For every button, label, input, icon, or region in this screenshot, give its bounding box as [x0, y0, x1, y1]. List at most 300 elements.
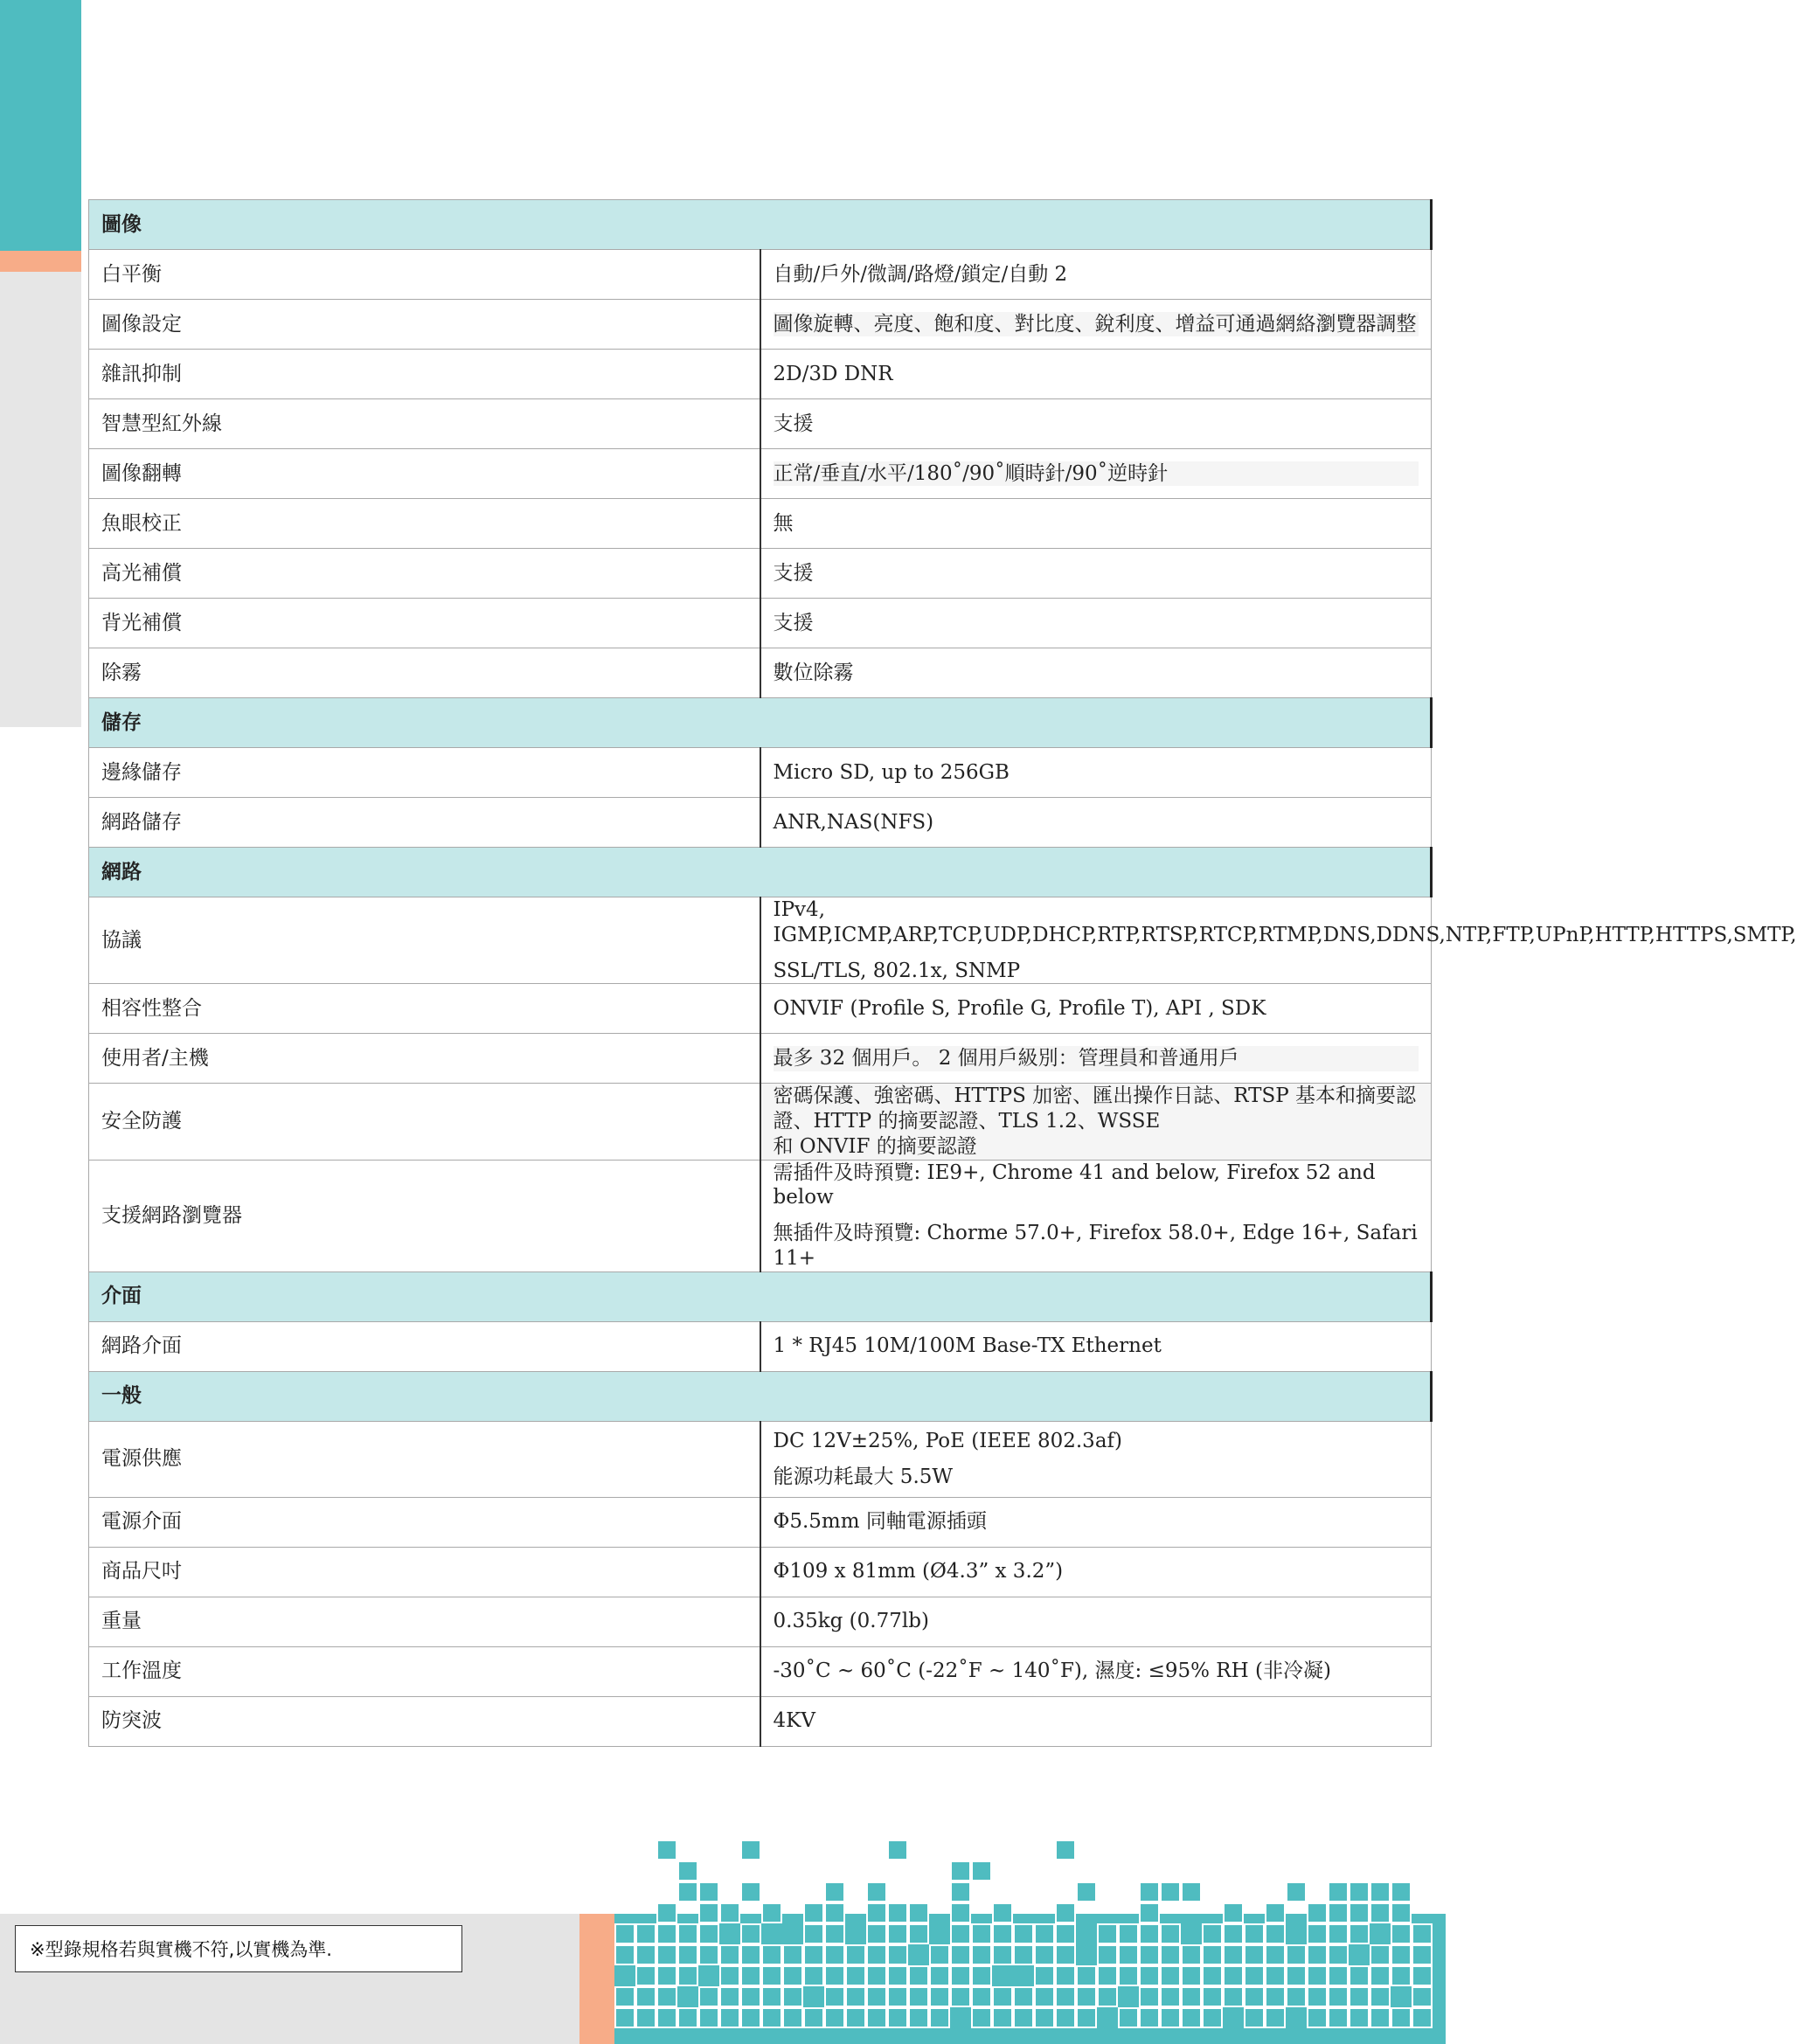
pattern-square — [636, 1924, 656, 1944]
spec-label: 白平衡 — [89, 250, 760, 300]
spec-label: 除霧 — [89, 648, 760, 698]
pattern-square — [1391, 1966, 1411, 1985]
spec-value — [760, 599, 1432, 648]
spec-value-line: SSL/TLS, 802.1x, SNMP — [773, 959, 1021, 982]
pattern-square — [1287, 1882, 1306, 1902]
pattern-square — [1308, 2008, 1327, 2027]
spec-label: 相容性整合 — [89, 984, 760, 1034]
pattern-square — [1391, 1945, 1411, 1964]
pattern-square — [678, 1966, 697, 1985]
spec-value-line: IPv4, IGMP,ICMP,ARP,TCP,UDP,DHCP,RTP,RTSP,RTCP,RTMP,DNS,DDNS,NTP,FTP,UPnP,HTTP,HTTPS,SMTP, — [773, 898, 1797, 946]
pattern-square — [1056, 1945, 1075, 1964]
pattern-square — [993, 1924, 1012, 1944]
pattern-square — [1245, 1987, 1264, 2006]
pattern-square — [1119, 2008, 1138, 2027]
pattern-square — [1056, 1903, 1075, 1923]
pattern-square — [972, 1945, 991, 1964]
side-bar-gray — [0, 272, 81, 727]
pattern-square — [951, 1945, 970, 1964]
pattern-square — [909, 2008, 928, 2027]
pattern-square — [1266, 1987, 1285, 2006]
pattern-square — [1098, 1945, 1117, 1964]
table-row — [89, 798, 1432, 848]
pattern-square — [678, 1924, 697, 1944]
spec-value — [760, 1160, 1432, 1271]
table-row — [89, 1696, 1432, 1746]
pattern-square — [867, 1945, 886, 1964]
pattern-square — [636, 1987, 656, 2006]
pattern-square — [1370, 1882, 1390, 1902]
spec-label: 圖像翻轉 — [89, 449, 760, 499]
spec-label: 工作溫度 — [89, 1646, 760, 1696]
spec-value-line: 1 * RJ45 10M/100M Base-TX Ethernet — [773, 1334, 1162, 1358]
pattern-square — [972, 1987, 991, 2006]
pattern-square — [1391, 2008, 1411, 2027]
pattern-square — [1140, 1966, 1159, 1985]
pattern-square — [783, 1987, 802, 2006]
pattern-square — [846, 1987, 865, 2006]
pattern-square — [699, 1882, 718, 1902]
pattern-square — [1412, 1924, 1432, 1944]
pattern-square — [1161, 1924, 1180, 1944]
spec-value-line: -30˚C ~ 60˚C (-22˚F ~ 140˚F), 濕度: ≤95% RH (非冷凝) — [773, 1659, 1331, 1683]
pattern-square — [972, 1924, 991, 1944]
pattern-square — [699, 1903, 718, 1923]
pattern-square — [1349, 1882, 1369, 1902]
pattern-square — [951, 1903, 970, 1923]
pattern-square — [846, 1945, 865, 1964]
table-row — [89, 1547, 1432, 1597]
pattern-square — [825, 1987, 844, 2006]
pattern-square — [1245, 2008, 1264, 2027]
pattern-square — [951, 1924, 970, 1944]
pattern-square — [741, 1882, 760, 1902]
pattern-square — [867, 1924, 886, 1944]
pattern-square — [1224, 1945, 1243, 1964]
pattern-square — [909, 1924, 928, 1944]
spec-value — [760, 549, 1432, 599]
table-row — [89, 549, 1432, 599]
spec-value — [760, 350, 1432, 399]
spec-value — [760, 748, 1432, 798]
pattern-square — [783, 1945, 802, 1964]
pattern-square — [993, 2008, 1012, 2027]
disclaimer-text: ※型錄規格若與實機不符,以實機為準. — [30, 1939, 332, 1960]
pattern-square — [951, 1861, 970, 1881]
spec-value-line: 4KV — [773, 1709, 815, 1733]
pattern-square — [1349, 1966, 1369, 1985]
table-row — [89, 1597, 1432, 1646]
pattern-square — [909, 1903, 928, 1923]
section-header-interface — [89, 1271, 1432, 1321]
section-header-general — [89, 1371, 1432, 1421]
pattern-square — [720, 2008, 739, 2027]
pattern-square — [804, 1903, 823, 1923]
pattern-square — [783, 1966, 802, 1985]
table-row — [89, 300, 1432, 350]
pattern-square — [1161, 1945, 1180, 1964]
pattern-square — [1391, 1903, 1411, 1923]
pattern-square — [867, 1882, 886, 1902]
spec-value — [760, 399, 1432, 449]
pattern-square — [1329, 1903, 1348, 1923]
spec-value-line: 和 ONVIF 的摘要認證 — [773, 1134, 977, 1158]
spec-value — [760, 1696, 1432, 1746]
pattern-square — [1098, 1987, 1117, 2006]
spec-value-line: 最多 32 個用戶。 2 個用戶級別：管理員和普通用戶 — [774, 1046, 1419, 1071]
pattern-square — [825, 1903, 844, 1923]
spec-value-line: DC 12V±25%, PoE (IEEE 802.3af) — [773, 1429, 1123, 1452]
spec-value — [760, 984, 1432, 1034]
pattern-square — [1182, 1882, 1201, 1902]
pattern-square — [678, 2008, 697, 2027]
pattern-square — [825, 1924, 844, 1944]
spec-label: 網路儲存 — [89, 798, 760, 848]
pattern-square — [951, 1987, 970, 2006]
pattern-square — [1161, 2008, 1180, 2027]
pattern-square — [1370, 2008, 1390, 2027]
section-title: 介面 — [89, 1271, 1432, 1321]
pattern-square — [1349, 1924, 1369, 1944]
pattern-square — [1329, 1966, 1348, 1985]
spec-value-line: 自動/戶外/微調/路燈/鎖定/自動 2 — [773, 262, 1068, 286]
pattern-square — [741, 1966, 760, 1985]
table-row — [89, 250, 1432, 300]
pattern-square — [1056, 2008, 1075, 2027]
section-header-network — [89, 848, 1432, 897]
pattern-square — [1203, 1987, 1222, 2006]
spec-value-line: 密碼保護、強密碼、HTTPS 加密、匯出操作日誌、RTSP 基本和摘要認證、HTTP 的摘要認證、TLS 1.2、WSSE — [773, 1084, 1417, 1133]
spec-value — [760, 449, 1432, 499]
pattern-square — [741, 1840, 760, 1860]
pattern-square — [657, 1903, 676, 1923]
pattern-square — [1077, 1882, 1096, 1902]
section-header-image — [89, 200, 1432, 250]
pattern-square — [825, 2008, 844, 2027]
pattern-square — [825, 1945, 844, 1964]
table-row — [89, 1646, 1432, 1696]
pattern-square — [1182, 1945, 1201, 1964]
pattern-square — [909, 1966, 928, 1985]
pattern-square — [972, 2008, 991, 2027]
spec-label: 網路介面 — [89, 1321, 760, 1371]
pattern-square — [762, 1945, 781, 1964]
pattern-square — [678, 1882, 697, 1902]
pattern-square — [1349, 2008, 1369, 2027]
pattern-square — [888, 1966, 907, 1985]
table-row — [89, 1034, 1432, 1084]
pattern-square — [1308, 1945, 1327, 1964]
spec-value — [760, 1547, 1432, 1597]
pattern-square — [1182, 1966, 1201, 1985]
spec-value-line: 支援 — [773, 412, 814, 435]
pattern-square — [1266, 1945, 1285, 1964]
side-bar-orange — [0, 251, 81, 272]
pattern-square — [1161, 1966, 1180, 1985]
spec-label: 電源介面 — [89, 1497, 760, 1547]
pattern-square — [888, 1840, 907, 1860]
pattern-square — [1203, 1966, 1222, 1985]
pattern-square — [1035, 2008, 1054, 2027]
spec-label: 商品尺吋 — [89, 1547, 760, 1597]
section-title: 圖像 — [89, 200, 1432, 250]
pattern-square — [1329, 1987, 1348, 2006]
pattern-square — [720, 1903, 739, 1923]
pattern-square — [1119, 1966, 1138, 1985]
pattern-square — [825, 1966, 844, 1985]
pattern-square — [741, 2008, 760, 2027]
pattern-square — [636, 1945, 656, 1964]
pattern-square — [951, 1966, 970, 1985]
pattern-square — [1287, 1945, 1306, 1964]
pattern-square — [699, 1924, 718, 1944]
pattern-square — [1266, 1903, 1285, 1923]
section-title: 一般 — [89, 1371, 1432, 1421]
pattern-square — [993, 1903, 1012, 1923]
pattern-square — [699, 1945, 718, 1964]
pattern-square — [720, 1987, 739, 2006]
pattern-square — [1308, 1903, 1327, 1923]
pattern-square — [1035, 1966, 1054, 1985]
pattern-square — [657, 1966, 676, 1985]
table-row — [89, 499, 1432, 549]
pattern-square — [1391, 1882, 1411, 1902]
pattern-square — [1412, 1945, 1432, 1964]
pattern-square — [762, 1903, 781, 1923]
spec-value — [760, 1421, 1432, 1497]
spec-label: 協議 — [89, 897, 760, 984]
pattern-square — [1329, 1924, 1348, 1944]
table-row — [89, 897, 1432, 984]
pattern-square — [636, 1966, 656, 1985]
spec-table — [88, 199, 1797, 1747]
pattern-square — [1349, 1903, 1369, 1923]
pattern-square — [762, 2008, 781, 2027]
pattern-square — [1077, 2008, 1096, 2027]
pattern-square — [1287, 1987, 1306, 2006]
pattern-square — [657, 1924, 676, 1944]
spec-value-line: 需插件及時預覽: IE9+, Chrome 41 and below, Firefox 52 and below — [773, 1161, 1376, 1209]
pattern-square — [1224, 1924, 1243, 1944]
pattern-square — [678, 1945, 697, 1964]
pattern-square — [909, 1987, 928, 2006]
spec-value-line: ANR,NAS(NFS) — [773, 810, 934, 834]
spec-value-line: 正常/垂直/水平/180˚/90˚順時針/90˚逆時針 — [774, 461, 1419, 487]
pattern-square — [804, 1924, 823, 1944]
pattern-square — [1140, 1924, 1159, 1944]
pattern-square — [1140, 1987, 1159, 2006]
spec-label: 邊緣儲存 — [89, 748, 760, 798]
pattern-square — [930, 1987, 949, 2006]
pattern-square — [1140, 1882, 1159, 1902]
pattern-square — [1245, 1924, 1264, 1944]
pattern-square — [1182, 2008, 1201, 2027]
pattern-square — [1245, 1966, 1264, 1985]
pattern-square — [1245, 1945, 1264, 1964]
pattern-square — [888, 1945, 907, 1964]
spec-value — [760, 798, 1432, 848]
pattern-square — [1014, 2008, 1033, 2027]
pattern-square — [867, 1903, 886, 1923]
spec-label: 雜訊抑制 — [89, 350, 760, 399]
pattern-square — [1161, 1987, 1180, 2006]
pattern-square — [1098, 1924, 1117, 1944]
pattern-square — [1329, 1882, 1348, 1902]
pattern-square — [699, 2008, 718, 2027]
spec-label: 魚眼校正 — [89, 499, 760, 549]
pattern-square — [1370, 1903, 1390, 1923]
pattern-square — [888, 1987, 907, 2006]
pattern-square — [1266, 2008, 1285, 2027]
pattern-square — [657, 1945, 676, 1964]
pattern-square — [1077, 1966, 1096, 1985]
pattern-square — [699, 1987, 718, 2006]
spec-label: 防突波 — [89, 1696, 760, 1746]
table-row — [89, 1421, 1432, 1497]
spec-value-line: 支援 — [773, 561, 814, 585]
pattern-square — [1349, 1987, 1369, 2006]
table-row — [89, 1084, 1432, 1160]
side-bar-teal — [0, 0, 81, 251]
table-row — [89, 1321, 1432, 1371]
pattern-square — [1056, 1966, 1075, 1985]
pattern-square — [720, 1945, 739, 1964]
pattern-square — [1098, 1966, 1117, 1985]
pattern-square — [888, 1924, 907, 1944]
pattern-square — [1203, 1924, 1222, 1944]
pattern-square — [951, 1882, 970, 1902]
pattern-square — [804, 1945, 823, 1964]
table-row — [89, 599, 1432, 648]
table-row — [89, 748, 1432, 798]
pattern-square — [1140, 1945, 1159, 1964]
pattern-square — [1370, 1966, 1390, 1985]
pattern-square — [1287, 1966, 1306, 1985]
spec-value — [760, 897, 1797, 984]
pattern-square — [888, 2008, 907, 2027]
disclaimer-note — [15, 1925, 462, 1972]
spec-label: 重量 — [89, 1597, 760, 1646]
spec-value-line: 支援 — [773, 611, 814, 634]
pattern-square — [657, 2008, 676, 2027]
pattern-square — [741, 1945, 760, 1964]
pattern-square — [1412, 2008, 1432, 2027]
pattern-square — [804, 2008, 823, 2027]
spec-value-line: 數位除霧 — [773, 661, 854, 684]
spec-value — [760, 1034, 1432, 1084]
spec-value-line: 0.35kg (0.77lb) — [773, 1610, 929, 1633]
pattern-square — [1014, 1945, 1033, 1964]
pattern-square — [804, 1966, 823, 1985]
spec-value-line: Φ5.5mm 同軸電源插頭 — [773, 1510, 987, 1534]
pattern-square — [762, 1987, 781, 2006]
pattern-square — [741, 1924, 760, 1944]
pattern-square — [615, 2008, 635, 2027]
spec-label: 電源供應 — [89, 1421, 760, 1497]
pattern-square — [1329, 2008, 1348, 2027]
pattern-square — [636, 2008, 656, 2027]
spec-value — [760, 300, 1432, 350]
pattern-square — [1161, 1882, 1180, 1902]
pattern-square — [1370, 1945, 1390, 1964]
pattern-square — [1140, 1903, 1159, 1923]
pattern-square — [1056, 1924, 1075, 1944]
spec-value-line: ONVIF (Profile S, Profile G, Profile T), API , SDK — [773, 996, 1266, 1020]
pattern-square — [1119, 1924, 1138, 1944]
pattern-square — [720, 1966, 739, 1985]
pattern-square — [993, 1987, 1012, 2006]
pattern-square — [1266, 1924, 1285, 1944]
pattern-square — [1203, 1945, 1222, 1964]
footer-orange-band — [579, 1914, 614, 2044]
pattern-square — [930, 1966, 949, 1985]
pattern-square — [1412, 1966, 1432, 1985]
pattern-square — [972, 1861, 991, 1881]
pattern-square — [1329, 1945, 1348, 1964]
pattern-square — [1035, 1945, 1054, 1964]
pattern-square — [741, 1987, 760, 2006]
pattern-square — [1224, 1903, 1243, 1923]
pattern-square — [825, 1882, 844, 1902]
pattern-square — [888, 1903, 907, 1923]
spec-value — [760, 1321, 1432, 1371]
spec-value-line: Φ109 x 81mm (Ø4.3” x 3.2”) — [773, 1560, 1064, 1583]
pattern-square — [1203, 2008, 1222, 2027]
spec-value-line: Micro SD, up to 256GB — [773, 760, 1010, 784]
pattern-square — [1014, 1987, 1033, 2006]
spec-value — [760, 648, 1432, 698]
pattern-square — [867, 2008, 886, 2027]
pattern-square — [972, 1966, 991, 1985]
pattern-square — [1308, 1966, 1327, 1985]
spec-value — [760, 1597, 1432, 1646]
spec-label: 背光補償 — [89, 599, 760, 648]
pattern-square — [1308, 1987, 1327, 2006]
table-row — [89, 648, 1432, 698]
pattern-square — [1308, 1924, 1327, 1944]
spec-value — [760, 1084, 1432, 1160]
table-row — [89, 1160, 1432, 1271]
spec-label: 高光補償 — [89, 549, 760, 599]
pattern-square — [1370, 1987, 1390, 2006]
spec-value-line: 無插件及時預覽: Chorme 57.0+, Firefox 58.0+, Edge 16+, Safari 11+ — [773, 1222, 1418, 1270]
spec-value — [760, 499, 1432, 549]
pattern-square — [615, 1987, 635, 2006]
spec-label: 智慧型紅外線 — [89, 399, 760, 449]
spec-value — [760, 250, 1432, 300]
pattern-square — [1140, 2008, 1159, 2027]
footer-pixel-pattern — [614, 1840, 1446, 2044]
pattern-square — [615, 1924, 635, 1944]
pattern-square — [930, 2008, 949, 2027]
pattern-square — [867, 1966, 886, 1985]
section-title: 儲存 — [89, 698, 1432, 748]
table-row — [89, 1497, 1432, 1547]
pattern-square — [846, 1966, 865, 1985]
pattern-square — [1077, 1987, 1096, 2006]
pattern-square — [867, 1987, 886, 2006]
pattern-square — [657, 1840, 676, 1860]
pattern-square — [1412, 1987, 1432, 2006]
spec-label: 安全防護 — [89, 1084, 760, 1160]
spec-value-line: 無 — [773, 511, 794, 535]
pattern-square — [678, 1861, 697, 1881]
table-row — [89, 449, 1432, 499]
pattern-square — [1035, 1924, 1054, 1944]
pattern-square — [1224, 1966, 1243, 1985]
section-header-storage — [89, 698, 1432, 748]
pattern-square — [1056, 1987, 1075, 2006]
